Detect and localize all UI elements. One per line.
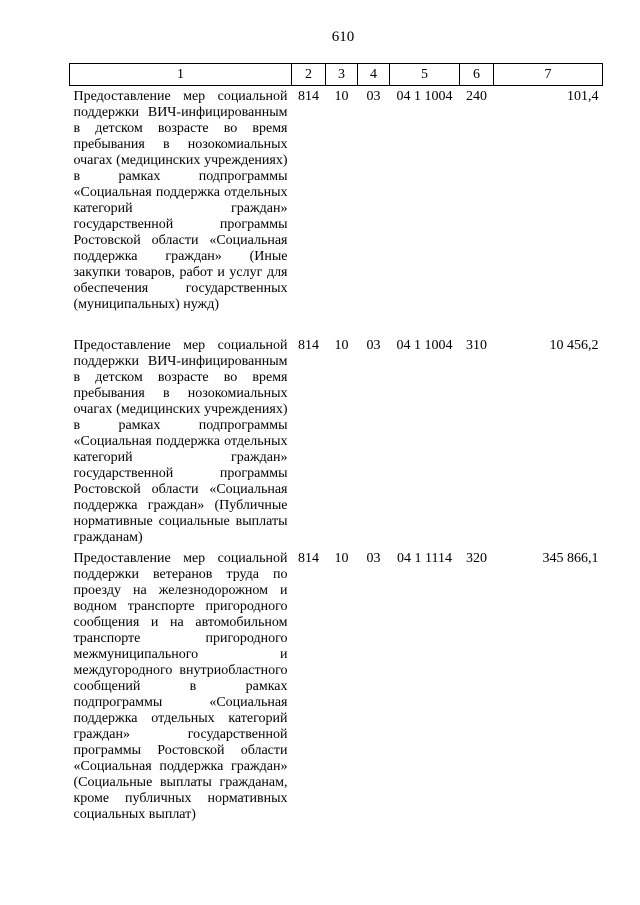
row-amount: 10 456,2 (549, 338, 599, 353)
column-header-5: 5 (390, 64, 460, 86)
row-code-expense-type: 240 (466, 89, 487, 104)
row-code-target: 04 1 1114 (397, 551, 452, 566)
row-code-target: 04 1 1004 (396, 338, 453, 353)
row-code-subsection: 03 (366, 89, 381, 104)
row-code-expense-type: 320 (466, 551, 487, 566)
row-description: Предоставление мер социальной поддержки ВИЧ-инфицированным в детском возрасте во время пребывания в нозокомиальных очагах (медицинских учреждениях) в рамках подпрограммы «Социальная поддержка отдельных категорий граждан» государственной программы Ростовской области «Социальная поддержка граждан» (Иные закупки товаров, работ и услуг для обеспечения государственных (муниципальных) нужд) (73, 89, 288, 312)
row-code-subsection: 03 (366, 551, 381, 566)
column-header-2: 2 (292, 64, 326, 86)
row-description: Предоставление мер социальной поддержки ВИЧ-инфицированным в детском возрасте во время пребывания в нозокомиальных очагах (медицинских учреждениях) в рамках подпрограммы «Социальная поддержка отдельных категорий граждан» государственной программы Ростовской области «Социальная поддержка граждан» (Публичные нормативные социальные выплаты гражданам) (73, 338, 288, 545)
column-header-6: 6 (460, 64, 494, 86)
page-number: 610 (331, 29, 355, 45)
row-amount: 345 866,1 (542, 551, 599, 566)
budget-table (69, 63, 603, 841)
table-row (70, 335, 603, 548)
row-amount: 101,4 (567, 89, 599, 104)
column-header-7: 7 (494, 64, 603, 86)
row-code-ministry: 814 (298, 89, 319, 104)
row-code-ministry: 814 (298, 551, 319, 566)
table-row (70, 86, 603, 336)
table-header-row (70, 64, 603, 86)
column-header-1: 1 (70, 64, 292, 86)
row-code-target: 04 1 1004 (396, 89, 453, 104)
row-description: Предоставление мер социальной поддержки ветеранов труда по проезду на железнодорожном и водном транспорте пригородного сообщения и на автомобильном транспорте пригородного межмуниципального и междугородного внутриобластного сообщений в рамках подпрограммы «Социальная поддержка отдельных категорий граждан» государственной программы Ростовской области «Социальная поддержка граждан» (Социальные выплаты гражданам, кроме публичных нормативных социальных выплат) (73, 551, 288, 822)
row-code-expense-type: 310 (466, 338, 487, 353)
row-code-section: 10 (334, 338, 349, 353)
row-code-section: 10 (334, 551, 349, 566)
row-code-section: 10 (334, 89, 349, 104)
row-code-ministry: 814 (298, 338, 319, 353)
row-code-subsection: 03 (366, 338, 381, 353)
table-row (70, 548, 603, 841)
column-header-3: 3 (326, 64, 358, 86)
column-header-4: 4 (358, 64, 390, 86)
